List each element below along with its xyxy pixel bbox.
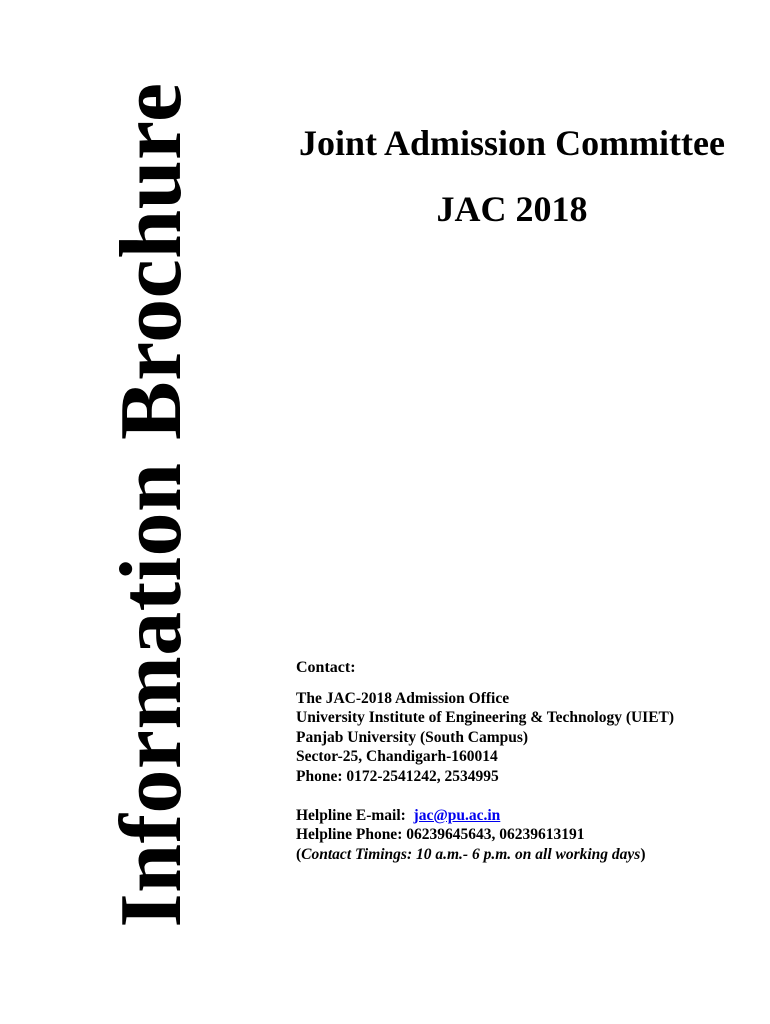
year-heading: JAC 2018	[436, 189, 588, 229]
helpline-phone-line: Helpline Phone: 06239645643, 06239613191	[296, 826, 585, 843]
helpline-email-label: Helpline E-mail:	[296, 806, 406, 824]
contact-label: Contact:	[296, 659, 356, 676]
timings-line: (Contact Timings: 10 a.m.- 6 p.m. on all working days)	[296, 845, 646, 863]
timings-text: Contact Timings: 10 a.m.- 6 p.m. on all working days	[301, 845, 641, 863]
office-line: The JAC-2018 Admission Office	[296, 689, 510, 707]
university-line: Panjab University (South Campus)	[296, 728, 529, 746]
helpline-email-line	[296, 806, 761, 826]
committee-heading: Joint Admission Committee	[299, 123, 725, 163]
contact-block	[296, 658, 761, 864]
side-title-container	[103, 82, 200, 928]
institute-line: University Institute of Engineering & Technology (UIET)	[296, 709, 675, 726]
sector-line: Sector-25, Chandigarh-160014	[296, 748, 498, 765]
spacer	[296, 786, 761, 806]
phone-line: Phone: 0172-2541242, 2534995	[296, 767, 499, 785]
helpline-email-link[interactable]: jac@pu.ac.in	[413, 806, 501, 824]
side-title: Information Brochure	[103, 82, 200, 928]
